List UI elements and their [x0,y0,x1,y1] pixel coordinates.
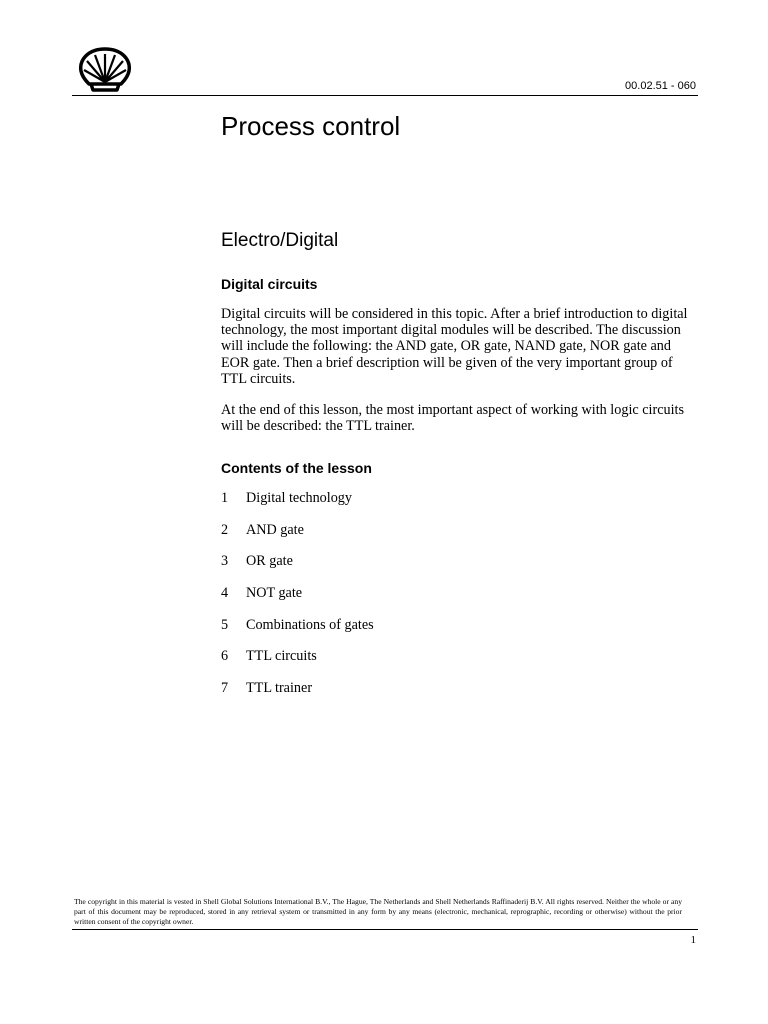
contents-item [221,522,374,554]
contents-item-title: Digital technology [246,490,352,506]
contents-heading: Contents of the lesson [221,460,372,476]
contents-list [221,490,374,712]
contents-item-title: Combinations of gates [246,616,374,633]
contents-item [221,648,374,680]
contents-item-title: TTL circuits [246,648,317,665]
contents-item-title: AND gate [246,521,304,538]
contents-item [221,680,374,712]
contents-item-number: 4 [221,585,229,602]
page-number: 1 [690,934,696,946]
contents-item-number: 7 [221,680,229,697]
subject-heading: Electro/Digital [221,230,339,251]
footer-rule [72,929,698,930]
header-rule [72,95,698,96]
contents-item-number: 6 [221,648,229,665]
contents-item-number: 3 [221,553,229,570]
contents-item-title: TTL trainer [246,680,313,697]
contents-item-title: OR gate [246,553,293,570]
intro-paragraph: Digital circuits will be considered in this topic. After a brief introduction to digital technology, the most important digital modules will be described. The discussion will include the following: the AND gate, OR gate, NAND gate, NOR gate and EOR gate. Then a brief description will be given of the very important group of TTL circuits. [221,306,688,387]
contents-item [221,617,374,649]
topic-heading: Digital circuits [221,276,318,292]
contents-item-number: 1 [221,490,229,506]
contents-item [221,585,374,617]
contents-item-title: NOT gate [246,585,303,602]
page-title: Process control [221,111,401,141]
contents-item [221,490,374,522]
document-number: 00.02.51 - 060 [625,80,696,92]
contents-item-number: 2 [221,521,229,538]
summary-paragraph: At the end of this lesson, the most important aspect of working with logic circuits will be described: the TTL trainer. [221,402,684,435]
copyright-notice: The copyright in this material is vested in Shell Global Solutions International B.V., The Hague, The Netherlands and Shell Netherlands Raffinaderij B.V. All rights reserved. Neither the whole or any part of this document may be reproduced, stored in any retrieval system or transmitted in any form by any means (electronic, mechanical, reprographic, recording or otherwise) without the prior written consent of the copyright owner. [74,897,682,926]
contents-item [221,553,374,585]
shell-logo [76,46,134,92]
contents-item-number: 5 [221,616,229,633]
